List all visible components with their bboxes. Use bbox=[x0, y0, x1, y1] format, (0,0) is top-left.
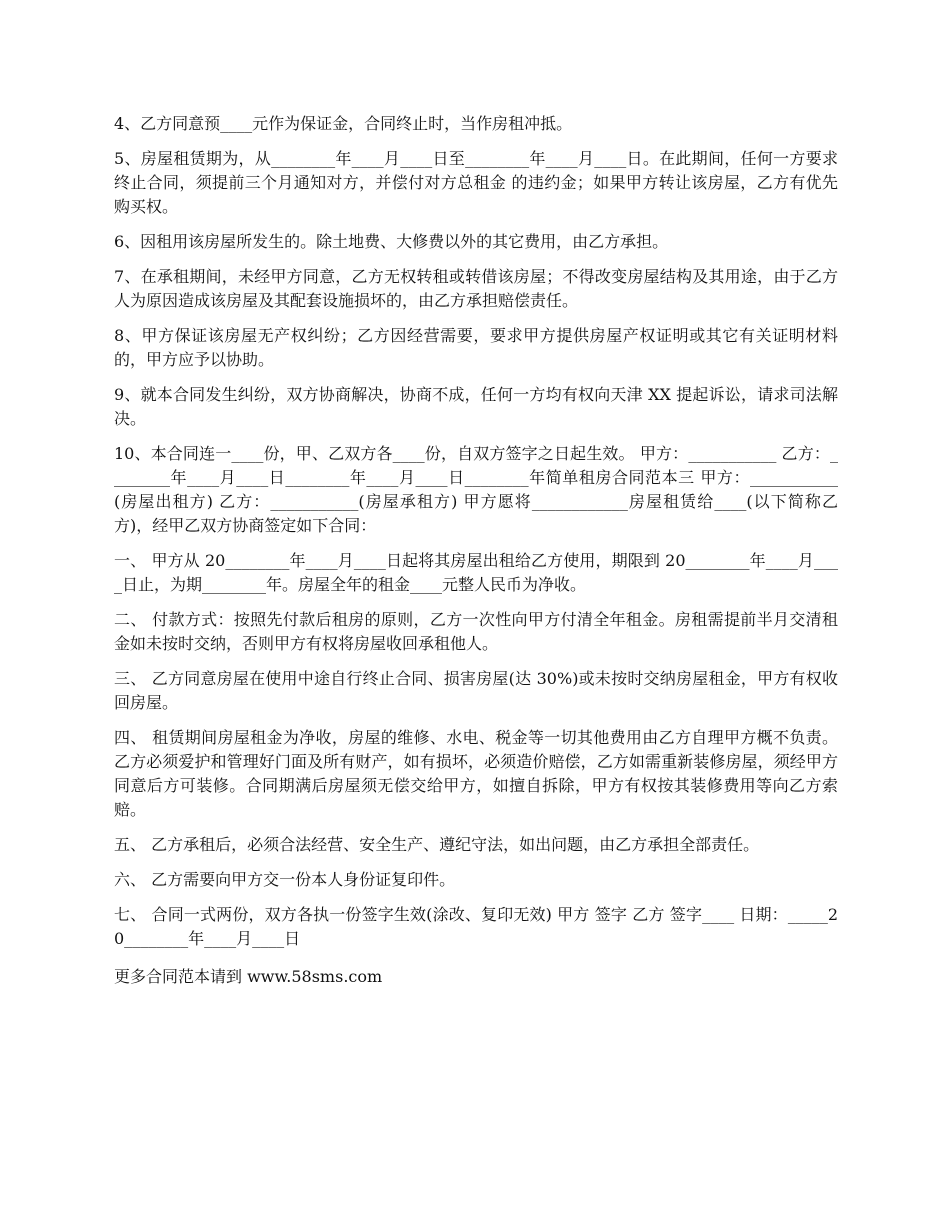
clause-9: 9、就本合同发生纠纷，双方协商解决，协商不成，任何一方均有权向天津 XX 提起诉讼，请求司法解决。 bbox=[114, 385, 838, 428]
clause-8: 8、甲方保证该房屋无产权纠纷；乙方因经营需要，要求甲方提供房屋产权证明或其它有关证明材料的，甲方应予以协助。 bbox=[114, 326, 838, 369]
footer-more-contracts: 更多合同范本请到 www.58sms.com bbox=[114, 967, 383, 986]
section-three: 三、 乙方同意房屋在使用中途自行终止合同、损害房屋(达 30%)或未按时交纳房屋租金，甲方有权收回房屋。 bbox=[114, 669, 838, 712]
section-two: 二、 付款方式：按照先付款后租房的原则，乙方一次性向甲方付清全年租金。房租需提前半月交清租金如未按时交纳，否则甲方有权将房屋收回承租他人。 bbox=[114, 610, 838, 653]
clause-7: 7、在承租期间，未经甲方同意，乙方无权转租或转借该房屋；不得改变房屋结构及其用途，由于乙方人为原因造成该房屋及其配套设施损坏的，由乙方承担赔偿责任。 bbox=[114, 267, 838, 310]
section-five: 五、 乙方承租后，必须合法经营、安全生产、遵纪守法，如出问题，由乙方承担全部责任。 bbox=[114, 835, 760, 854]
section-one: 一、 甲方从 20________年____月____日起将其房屋出租给乙方使用，期限到 20________年____月____日止，为期________年。房屋全年的租金____元整人民币为净收。 bbox=[114, 551, 838, 594]
document-page bbox=[114, 112, 838, 1000]
clause-4: 4、乙方同意预____元作为保证金，合同终止时，当作房租冲抵。 bbox=[114, 114, 573, 133]
section-six: 六、 乙方需要向甲方交一份本人身份证复印件。 bbox=[114, 870, 456, 889]
section-four: 四、 租赁期间房屋租金为净收，房屋的维修、水电、税金等一切其他费用由乙方自理甲方概不负责。乙方必须爱护和管理好门面及所有财产，如有损坏，必须造价赔偿，乙方如需重新装修房屋，须经甲方同意后方可装修。合同期满后房屋须无偿交给甲方，如擅自拆除，甲方有权按其装修费用等向乙方索赔。 bbox=[114, 728, 838, 819]
clause-5: 5、房屋租赁期为，从________年____月____日至________年____月____日。在此期间，任何一方要求终止合同，须提前三个月通知对方，并偿付对方总租金 的违约金；如果甲方转让该房屋，乙方有优先购买权。 bbox=[114, 149, 838, 216]
section-seven: 七、 合同一式两份，双方各执一份签字生效(涂改、复印无效) 甲方 签字 乙方 签字____ 日期：_____20________年____月____日 bbox=[114, 905, 838, 948]
clause-10: 10、本合同连一____份，甲、乙双方各____份，自双方签字之日起生效。 甲方：___________ 乙方：________年____月____日________年____月____日________年简单租房合同范本三 甲方：___________(房屋出租方) 乙方：___________(房屋承租方) 甲方愿将____________房屋租赁给____(以下简称乙方)，经甲乙双方协商签定如下合同： bbox=[114, 444, 838, 535]
clause-6: 6、因租用该房屋所发生的。除土地费、大修费以外的其它费用，由乙方承担。 bbox=[114, 232, 669, 251]
